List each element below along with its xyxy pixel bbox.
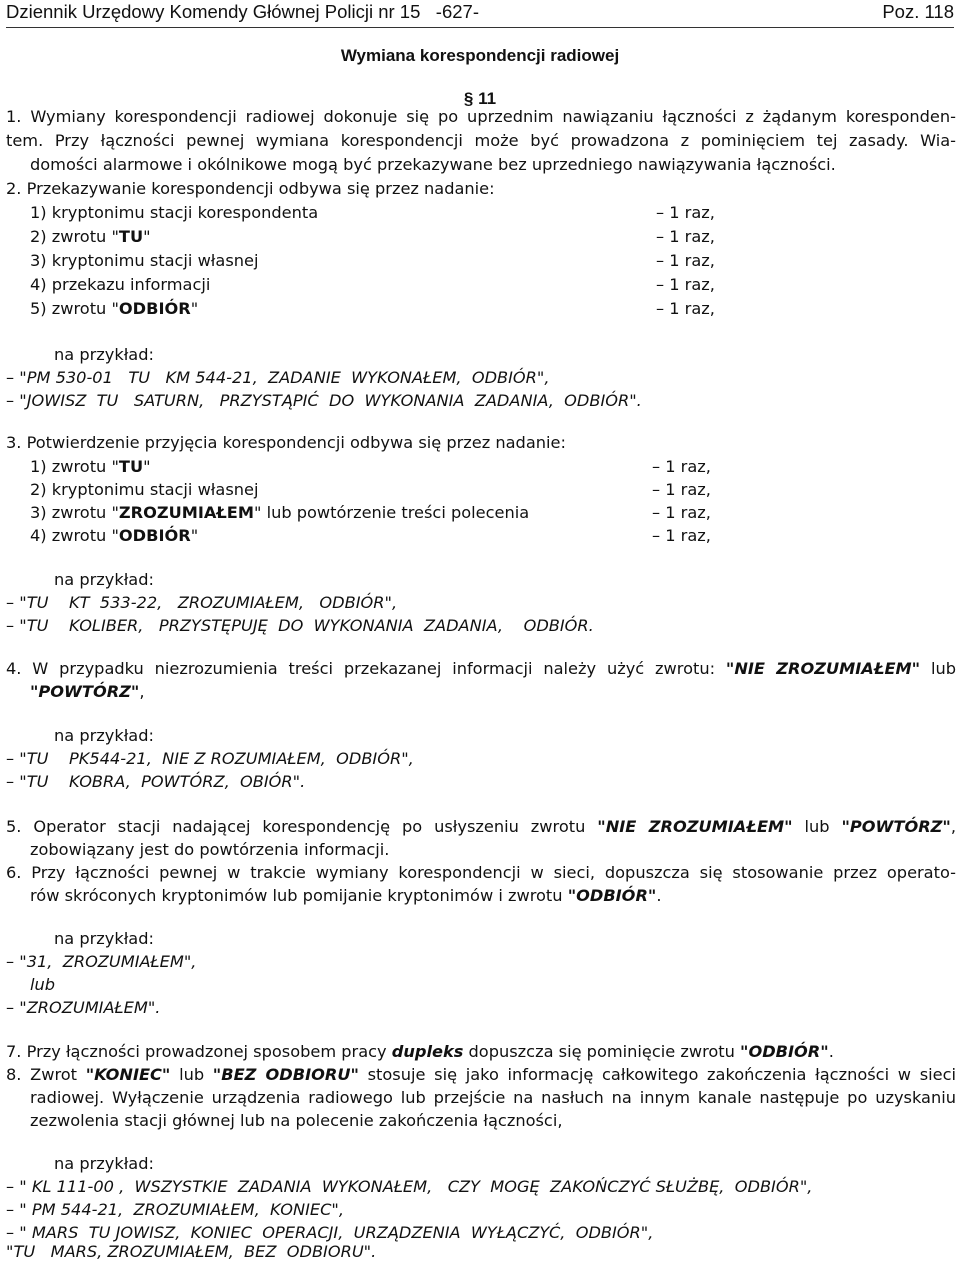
p8-example-2: – " PM 544-21, ZROZUMIAŁEM, KONIEC", — [6, 1200, 344, 1219]
paragraph-5-line-1: 5. Operator stacji nadającej korespondencję po usłyszeniu zwrotu "NIE ZROZUMIAŁEM" lub "POWTÓRZ", — [6, 817, 956, 836]
p8-example-label: na przykład: — [54, 1154, 154, 1173]
p6-example-1: – "31, ZROZUMIAŁEM", — [6, 952, 197, 971]
paragraph-1-line-1: 1. Wymiany korespondencji radiowej dokonuje się po uprzednim nawiązaniu łączności z żądanym koresponden- — [6, 107, 956, 126]
p2-example-label: na przykład: — [54, 345, 154, 364]
p3-item-3: 3) zwrotu "ZROZUMIAŁEM" lub powtórzenie treści polecenia — [30, 503, 530, 522]
p6-example-or: lub — [30, 975, 56, 994]
p6-example-label: na przykład: — [54, 929, 154, 948]
paragraph-6-line-2: rów skróconych kryptonimów lub pomijanie kryptonimów i zwrotu "ODBIÓR". — [30, 886, 662, 905]
p3-example-label: na przykład: — [54, 570, 154, 589]
paragraph-3-intro: 3. Potwierdzenie przyjęcia korespondencji odbywa się przez nadanie: — [6, 433, 566, 452]
document-title: Wymiana korespondencji radiowej — [340, 46, 620, 65]
p2-item-1-count: – 1 raz, — [656, 203, 715, 222]
p8-example-4: "TU MARS, ZROZUMIAŁEM, BEZ ODBIORU". — [6, 1242, 377, 1261]
journal-title: Dziennik Urzędowy Komendy Głównej Policji nr 15 -627- — [6, 1, 479, 22]
paragraph-1-line-3: domości alarmowe i okólnikowe mogą być przekazywane bez uprzedniego nawiązywania łączności. — [30, 155, 836, 174]
p2-example-1: – "PM 530-01 TU KM 544-21, ZADANIE WYKONAŁEM, ODBIÓR", — [6, 368, 550, 387]
paragraph-4-line-1: 4. W przypadku niezrozumienia treści przekazanej informacji należy użyć zwrotu: "NIE ZROZUMIAŁEM" lub — [6, 659, 956, 678]
paragraph-8-line-2: radiowej. Wyłączenie urządzenia radiowego lub przejście na nasłuch na innym kanale następuje po uzyskaniu — [30, 1088, 956, 1107]
p3-example-2: – "TU KOLIBER, PRZYSTĘPUJĘ DO WYKONANIA ZADANIA, ODBIÓR. — [6, 616, 594, 635]
p2-item-4-count: – 1 raz, — [656, 275, 715, 294]
p4-example-label: na przykład: — [54, 726, 154, 745]
page-header — [6, 0, 954, 24]
p3-item-1: 1) zwrotu "TU" — [30, 457, 151, 476]
p3-item-2: 2) kryptonimu stacji własnej — [30, 480, 259, 499]
paragraph-8-line-3: zezwolenia stacji głównej lub na polecenie zakończenia łączności, — [30, 1111, 563, 1130]
p2-item-4: 4) przekazu informacji — [30, 275, 211, 294]
p2-item-5: 5) zwrotu "ODBIÓR" — [30, 299, 199, 318]
paragraph-5-line-2: zobowiązany jest do powtórzenia informacji. — [30, 840, 390, 859]
p2-item-5-count: – 1 raz, — [656, 299, 715, 318]
p3-example-1: – "TU KT 533-22, ZROZUMIAŁEM, ODBIÓR", — [6, 593, 398, 612]
p6-example-2: – "ZROZUMIAŁEM". — [6, 998, 161, 1017]
p2-item-3-count: – 1 raz, — [656, 251, 715, 270]
p2-item-2: 2) zwrotu "TU" — [30, 227, 151, 246]
position-number: Poz. 118 — [882, 1, 954, 22]
p3-item-2-count: – 1 raz, — [652, 480, 711, 499]
section-number: § 11 — [463, 89, 497, 108]
header-rule — [6, 27, 954, 28]
paragraph-1-line-2: tem. Przy łączności pewnej wymiana korespondencji może być prowadzona z pominięciem tej zasady. Wia- — [6, 131, 956, 150]
paragraph-6-line-1: 6. Przy łączności pewnej w trakcie wymiany korespondencji w sieci, dopuszcza się stosowanie przez operato- — [6, 863, 956, 882]
p4-example-1: – "TU PK544-21, NIE Z ROZUMIAŁEM, ODBIÓR", — [6, 749, 414, 768]
paragraph-2-intro: 2. Przekazywanie korespondencji odbywa się przez nadanie: — [6, 179, 495, 198]
p8-example-1: – " KL 111-00 , WSZYSTKIE ZADANIA WYKONAŁEM, CZY MOGĘ ZAKOŃCZYĆ SŁUŻBĘ, ODBIÓR", — [6, 1177, 813, 1196]
p8-example-3: – " MARS TU JOWISZ, KONIEC OPERACJI, URZĄDZENIA WYŁĄCZYĆ, ODBIÓR", — [6, 1223, 654, 1242]
paragraph-7: 7. Przy łączności prowadzonej sposobem pracy dupleks dopuszcza się pominięcie zwrotu "ODBIÓR". — [6, 1042, 834, 1061]
p2-item-1: 1) kryptonimu stacji korespondenta — [30, 203, 319, 222]
p2-example-2: – "JOWISZ TU SATURN, PRZYSTĄPIĆ DO WYKONANIA ZADANIA, ODBIÓR". — [6, 391, 642, 410]
p2-item-3: 3) kryptonimu stacji własnej — [30, 251, 259, 270]
paragraph-4-line-2: "POWTÓRZ", — [30, 682, 145, 701]
p2-item-2-count: – 1 raz, — [656, 227, 715, 246]
p4-example-2: – "TU KOBRA, POWTÓRZ, OBIÓR". — [6, 772, 306, 791]
p3-item-3-count: – 1 raz, — [652, 503, 711, 522]
p3-item-4: 4) zwrotu "ODBIÓR" — [30, 526, 199, 545]
paragraph-8-line-1: 8. Zwrot "KONIEC" lub "BEZ ODBIORU" stosuje się jako informację całkowitego zakończenia łączności w sieci — [6, 1065, 956, 1084]
p3-item-1-count: – 1 raz, — [652, 457, 711, 476]
p3-item-4-count: – 1 raz, — [652, 526, 711, 545]
